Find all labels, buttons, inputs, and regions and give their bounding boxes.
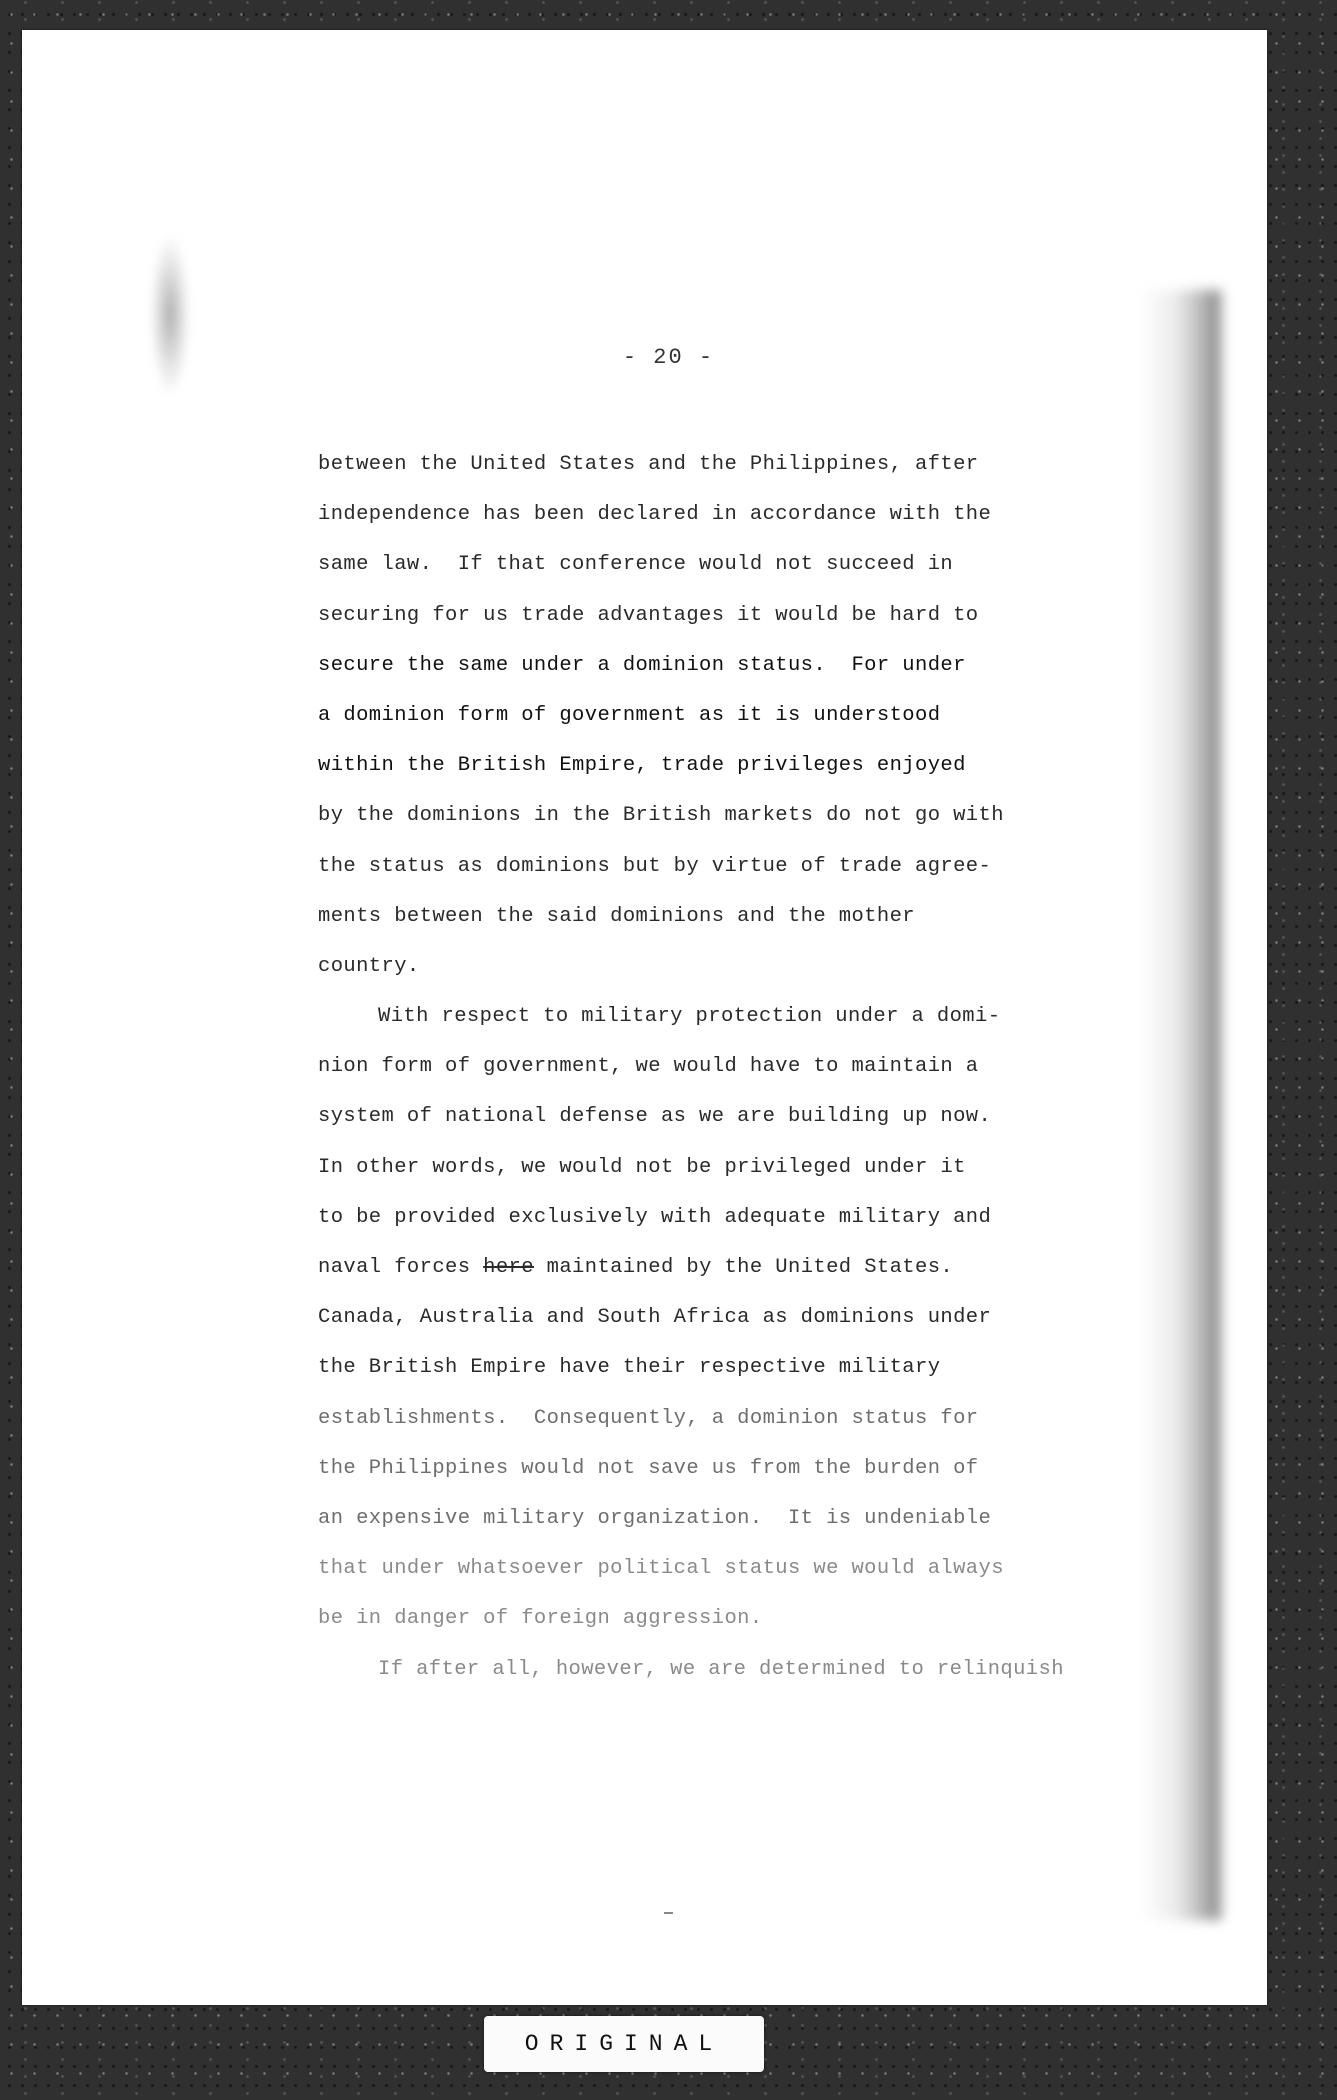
text-segment: maintained by the United States.	[546, 1256, 954, 1279]
text-line: secure the same under a dominion status. For under	[318, 653, 966, 677]
page-number: - 20 -	[622, 345, 715, 370]
text-line: Canada, Australia and South Africa as dominions under	[318, 1306, 992, 1330]
text-line: the status as dominions but by virtue of trade agree-	[318, 854, 992, 878]
page-edge-shadow	[1141, 290, 1221, 1920]
ink-smudge	[150, 235, 190, 395]
text-line: With respect to military protection under a domi-	[378, 1005, 1001, 1029]
text-line: system of national defense as we are building up now.	[318, 1105, 992, 1129]
text-line: country.	[318, 954, 420, 978]
text-line: independence has been declared in accordance with the	[318, 503, 992, 527]
text-line: If after all, however, we are determined to relinquish	[378, 1657, 1064, 1681]
text-line: same law. If that conference would not succeed in	[318, 553, 954, 577]
footer-dash	[664, 1912, 673, 1914]
text-line: the British Empire have their respective military	[318, 1356, 941, 1380]
text-line: the Philippines would not save us from the burden of	[318, 1456, 979, 1480]
text-line: In other words, we would not be privileged under it	[318, 1155, 966, 1179]
text-segment: naval forces	[318, 1256, 471, 1279]
text-line: to be provided exclusively with adequate military and	[318, 1205, 992, 1229]
text-line: be in danger of foreign aggression.	[318, 1607, 763, 1631]
text-line: that under whatsoever political status we would always	[318, 1557, 1004, 1581]
text-line: by the dominions in the British markets do not go with	[318, 804, 1004, 828]
text-line: securing for us trade advantages it would be hard to	[318, 603, 979, 627]
text-line: ments between the said dominions and the mother	[318, 904, 915, 928]
text-line: a dominion form of government as it is understood	[318, 703, 941, 727]
text-line: between the United States and the Philippines, after	[318, 453, 979, 476]
original-stamp: ORIGINAL	[484, 2016, 764, 2072]
text-line: within the British Empire, trade privileges enjoyed	[318, 754, 966, 778]
struck-word: here	[483, 1256, 534, 1279]
text-line: nion form of government, we would have to maintain a	[318, 1055, 979, 1079]
text-line-with-strike	[318, 1243, 1058, 1293]
typed-text-body	[318, 440, 1064, 1695]
text-line: an expensive military organization. It is undeniable	[318, 1506, 992, 1530]
text-line: establishments. Consequently, a dominion status for	[318, 1406, 979, 1430]
